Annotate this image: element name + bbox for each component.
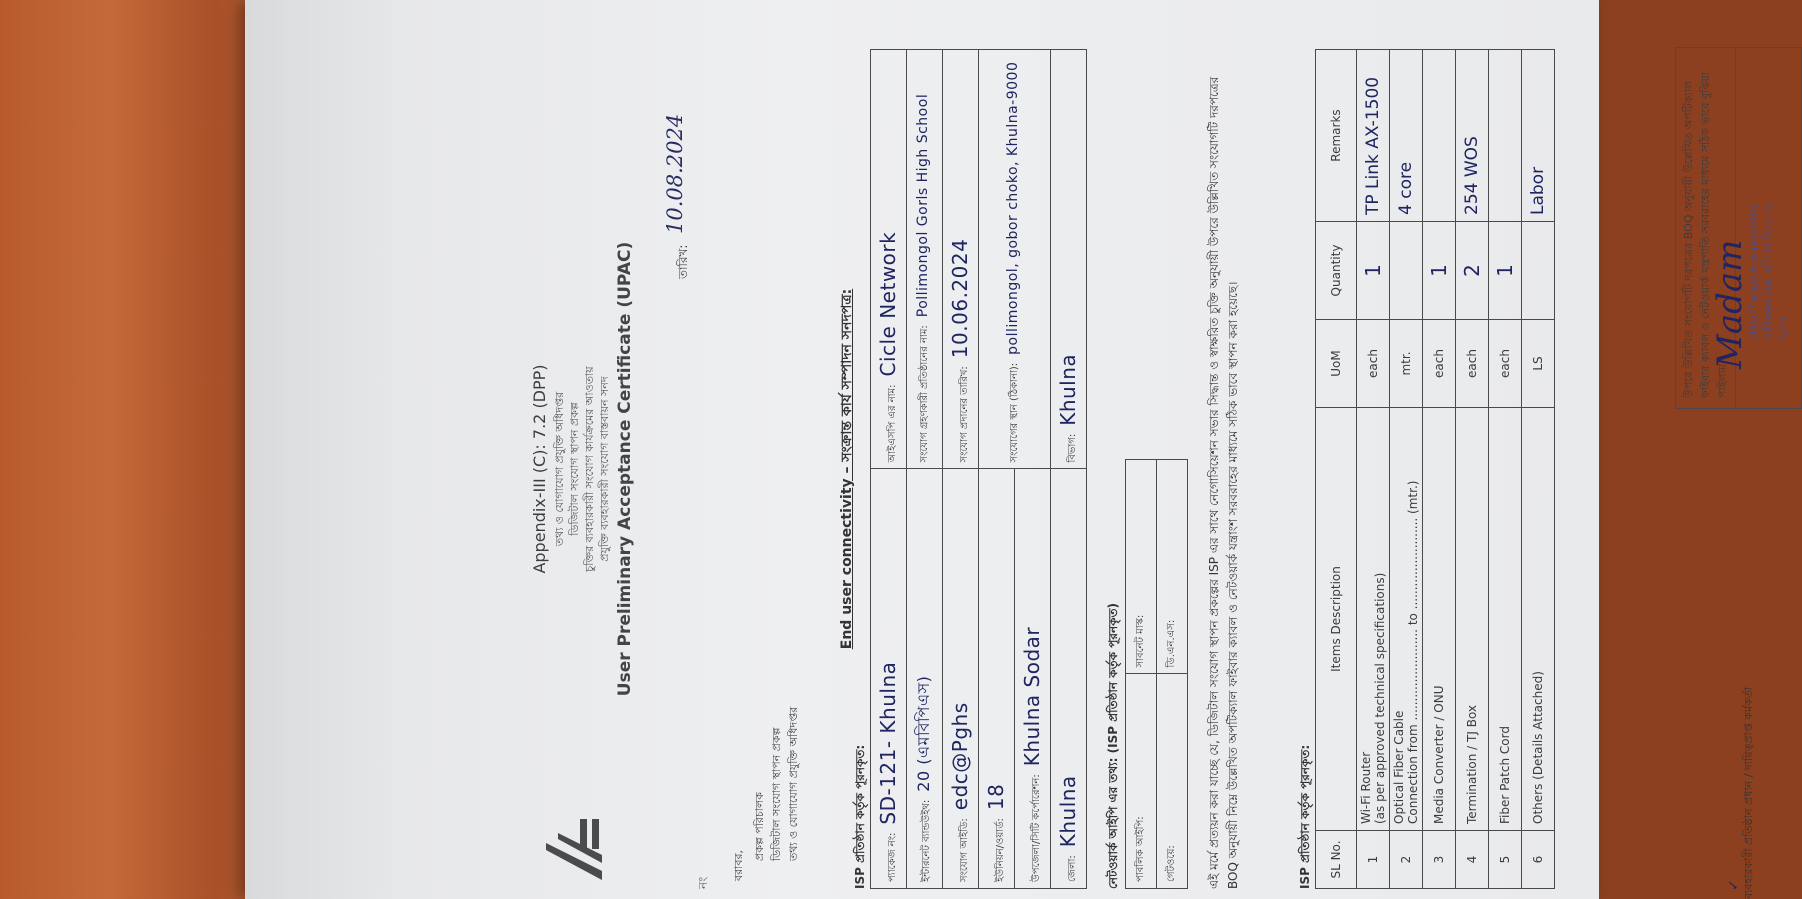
upac-page: [500, 39, 1800, 899]
salutation: বরাবর,: [732, 849, 745, 881]
user-signatory-label: ব্যবহারকারী প্রতিষ্ঠান প্রধান / দায়িত্বপ্রাপ্ত কর্মকর্তা: [1742, 686, 1755, 899]
table-row: জেলা:Khulna বিভাগ:Khulna: [1051, 50, 1087, 889]
address-line: তথ্য ও যোগাযোগ প্রযুক্তি অধিদপ্তর: [787, 706, 800, 861]
items-table: [1315, 49, 1555, 889]
address-line: ডিজিটাল সংযোগ স্থাপন প্রকল্প: [770, 727, 783, 861]
network-info-table: [1125, 459, 1188, 889]
header-line: প্রযুক্তি ব্যবহারকারী সংযোগ বাস্তবায়ন সনদ: [598, 376, 611, 562]
table-row: পাবলিক আইপি: সাবনেট মাস্ক:: [1126, 460, 1157, 889]
header-line: ডিজিটাল সংযোগ স্থাপন প্রকল্প: [568, 402, 581, 536]
header-line: তথ্য ও যোগাযোগ প্রযুক্তি অধিদপ্তর: [553, 391, 566, 547]
table-row: সংযোগ আইডি:edc@Pghs সংযোগ প্রদানের তারিখ:10.06.2024: [943, 50, 979, 889]
table-row: 1 Wi-Fi Router (as per approved technical specifications) each 1 TP Link AX-1500: [1357, 50, 1390, 889]
isp-section-heading: ISP প্রতিষ্ঠান কর্তৃক পূরনকৃত:: [853, 744, 867, 889]
table-row: 4 Termination / TJ Box each 2 254 WOS: [1456, 50, 1489, 889]
table-row: গেটওয়ে: ডি.এন.এস:: [1157, 460, 1188, 889]
user-info-table: [870, 49, 1087, 889]
table-row: ইউনিয়ন/ওয়ার্ড:18 সংযোগের স্থান (ঠিকানা):pollimongol, gobor choko, Khulna-9000: [979, 50, 1015, 889]
table-row: ইন্টারনেট ব্যান্ডউইথ:20 (এমবিপিএস) সংযোগ গ্রহণকারী প্রতিষ্ঠানের নাম:Pollimongol Gorls High School: [907, 50, 943, 889]
table-header-row: SL No. Items Description UoM Quantity Remarks: [1316, 50, 1357, 889]
certification-paragraph: এই মর্মে প্রত্যয়ন করা যাচ্ছে যে, ডিজিটাল সংযোগ স্থাপন প্রকল্পের ISP এর সাথে নেগোসিয়েশন সভার সিদ্ধান্ত ও স্বাক্ষরিত চুক্তি অনুযায়ী উপরে উল্লিখিত সংযোগটি দরপত্রের BOQ অনুযায়ী নিম্নে উল্লেখিত অপটিক্যাল ফাইবার ক্যাবল ও নেটওয়ার্ক যন্ত্রাংশ সরবরাহের মাধ্যমে সঠিক ভাবে স্থাপন করা হয়েছে।: [1207, 76, 1240, 889]
table-row: 3 Media Converter / ONU each 1: [1423, 50, 1456, 889]
official-stamp: প্রধান শিক্ষক/অধ্যক্ষ (ভারপ্রাপ্ত) পল্লীমঙ্গল উচ্চ বালিকা বিদ্যালয় খুলনা।: [1748, 203, 1789, 339]
date-value: 10.08.2024: [663, 113, 687, 234]
signature: Madam: [1710, 239, 1750, 369]
table-row: 5 Fiber Patch Cord each 1: [1489, 50, 1522, 889]
table-row: 2 Optical Fiber Cable Connection from ........................ to ........................ (mtr.) mtr. 4 core: [1390, 50, 1423, 889]
date-label: তারিখ:: [676, 244, 690, 279]
acknowledgement-text: উপরে উল্লিখিত সংযোগটি দরপত্রের BOQ অনুযায়ী উল্লেখিত অপটিক্যাল ফাইবার ক্যাবল ও নেটওয়ার্ক যন্ত্রপাতি সরবরাহের মাধ্যমে সঠিক ভাবে বুঝিয়া পাইলাম।: [1676, 48, 1736, 408]
appendix-ref: Appendix-III (C): 7.2 (DPP): [530, 364, 549, 574]
document-sheet: [245, 0, 1789, 899]
check-mark-icon: ✓: [1726, 879, 1742, 891]
section-title: End user connectivity – সংক্রান্ত কার্য সম্পাদন সনদপত্র:: [839, 288, 855, 650]
address-line: প্রকল্প পরিচালক: [753, 792, 766, 861]
items-section-heading: ISP প্রতিষ্ঠান কর্তৃক পূরনকৃত:: [1298, 744, 1312, 889]
header-lines: [552, 39, 612, 899]
network-section-heading: নেটওয়ার্ক আইপি এর তথ্য: (ISP প্রতিষ্ঠান কর্তৃক পূরনকৃত): [1106, 602, 1120, 889]
header-line: চুক্তির ব্যবহারকারী সংযোগ কার্যক্রমের আওতায়: [583, 366, 596, 572]
table-row: 6 Others (Details Attached) LS Labor: [1522, 50, 1555, 889]
addressee-block: [730, 706, 802, 881]
table-row: প্যাকেজ নং:SD-121- Khulna আইএসপি এর নাম:Cicle Network: [871, 50, 907, 889]
memo-label: নং: [696, 876, 710, 889]
table-row: উপজেলা/সিটি কর্পোরেশন:Khulna Sodar: [1015, 50, 1051, 889]
page-title: User Preliminary Acceptance Certificate (UPAC): [615, 241, 635, 697]
